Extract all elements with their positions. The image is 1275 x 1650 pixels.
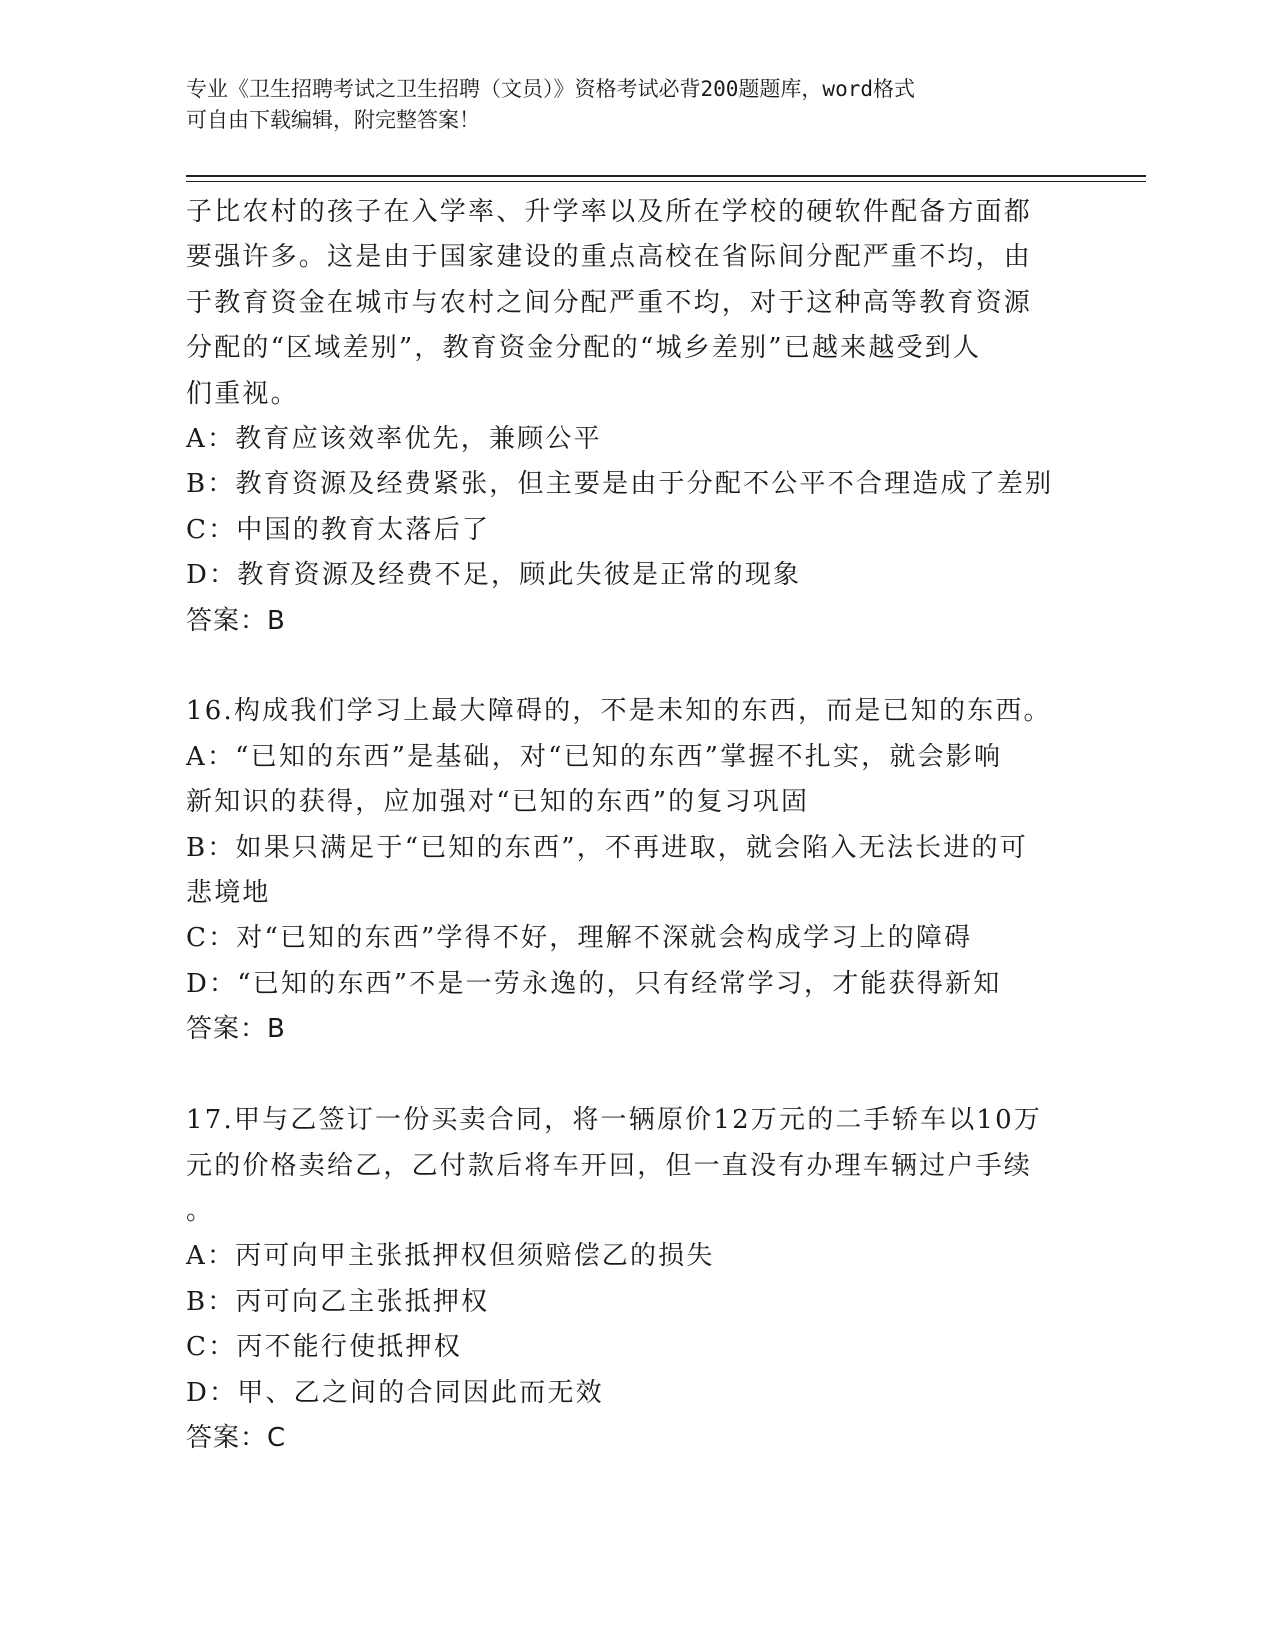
q16-option-c: C：对“已知的东西”学得不好，理解不深就会构成学习上的障碍 — [186, 923, 973, 954]
q15-option-b: B：教育资源及经费紧张，但主要是由于分配不公平不合理造成了差别 — [186, 469, 1054, 500]
header-title-line-1: 专业《卫生招聘考试之卫生招聘（文员）》资格考试必背200题题库，word格式 — [186, 77, 915, 101]
question-spacer — [186, 644, 1086, 689]
q17-option-b: B：丙可向乙主张抵押权 — [186, 1286, 490, 1317]
q16-answer: 答案：B — [186, 1014, 286, 1045]
q16-option-b: B：如果只满足于“已知的东西”，不再进取，就会陷入无法长进的可 — [186, 832, 1028, 863]
q15-option-c: C：中国的教育太落后了 — [186, 514, 491, 545]
q16-option-d: D：“已知的东西”不是一劳永逸的，只有经常学习，才能获得新知 — [186, 968, 1002, 999]
q16-option-b-continued: 悲境地 — [186, 878, 271, 909]
q16-stem: 16.构成我们学习上最大障碍的，不是未知的东西，而是已知的东西。 — [186, 696, 1052, 727]
q16-option-a: A：“已知的东西”是基础，对“已知的东西”掌握不扎实，就会影响 — [186, 741, 1003, 772]
q15-stem-line: 于教育资金在城市与农村之间分配严重不均，对于这种高等教育资源 — [186, 287, 1033, 318]
q16-option-a-continued: 新知识的获得，应加强对“已知的东西”的复习巩固 — [186, 787, 810, 818]
document-header — [186, 74, 1086, 136]
question-spacer — [186, 1053, 1086, 1098]
q15-stem-line: 分配的“区域差别”，教育资金分配的“城乡差别”已越来越受到人 — [186, 333, 982, 364]
header-title-line-2: 可自由下载编辑，附完整答案！ — [186, 108, 480, 132]
q17-stem-line: 17.甲与乙签订一份买卖合同，将一辆原价12万元的二手轿车以10万 — [186, 1105, 1043, 1136]
document-body — [186, 190, 1086, 1461]
header-divider-thin — [186, 181, 1146, 182]
q17-option-a: A：丙可向甲主张抵押权但须赔偿乙的损失 — [186, 1241, 715, 1272]
q17-answer: 答案：C — [186, 1422, 287, 1453]
q15-option-d: D：教育资源及经费不足，顾此失彼是正常的现象 — [186, 560, 802, 591]
q15-answer: 答案：B — [186, 605, 286, 636]
q17-option-d: D：甲、乙之间的合同因此而无效 — [186, 1377, 604, 1408]
q17-stem-line: 。 — [186, 1195, 215, 1226]
q17-stem-line: 元的价格卖给乙，乙付款后将车开回，但一直没有办理车辆过户手续 — [186, 1150, 1033, 1181]
q15-stem-line: 子比农村的孩子在入学率、升学率以及所在学校的硬软件配备方面都 — [186, 197, 1033, 227]
header-divider-thick — [186, 175, 1146, 177]
q15-option-a: A：教育应该效率优先，兼顾公平 — [186, 424, 602, 455]
q17-option-c: C：丙不能行使抵押权 — [186, 1332, 462, 1363]
q15-stem-line: 要强许多。这是由于国家建设的重点高校在省际间分配严重不均，由 — [186, 242, 1033, 273]
q15-stem-line: 们重视。 — [186, 378, 299, 409]
